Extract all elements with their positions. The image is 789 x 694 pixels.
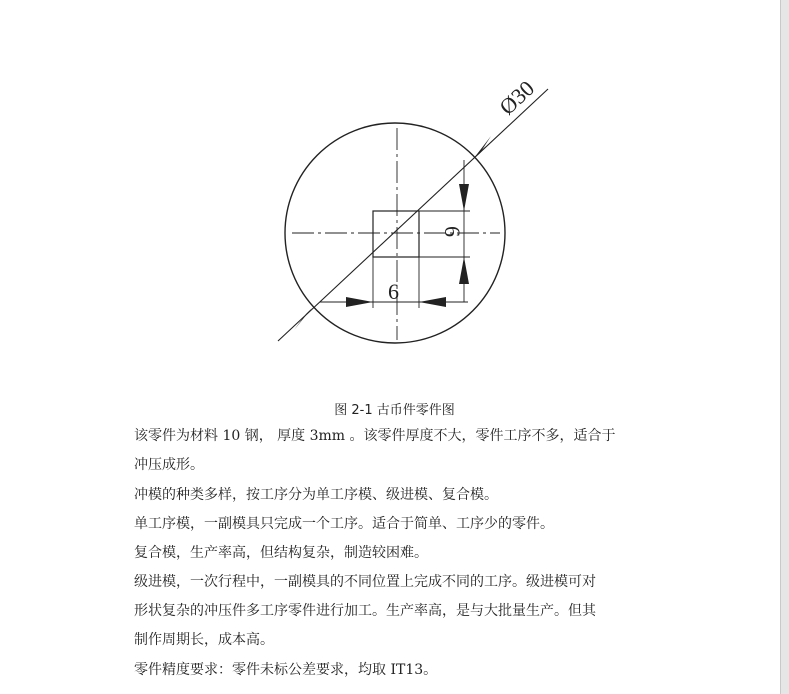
diameter-label: Ø30 [494, 75, 540, 120]
paragraph-line: 级进模，一次行程中，一副模具的不同位置上完成不同的工序。级进模可对 [134, 574, 596, 590]
paragraph-line: 冲压成形。 [134, 457, 204, 473]
figure-caption: 图 2-1 古币件零件图 [334, 403, 455, 418]
height-arrow-top [459, 184, 469, 211]
width-arrow-left [346, 297, 373, 307]
paragraph-line: 该零件为材料 10 钢， 厚度 3mm 。该零件厚度不大，零件工序不多，适合于 [134, 428, 616, 444]
width-arrow-right [419, 297, 446, 307]
width-label: 6 [388, 279, 399, 304]
paragraph-line: 单工序模，一副模具只完成一个工序。适合于简单、工序少的零件。 [134, 516, 554, 532]
part-drawing [270, 70, 560, 350]
paragraph-line: 制作周期长，成本高。 [134, 632, 274, 648]
paragraph-line: 复合模，生产率高，但结构复杂，制造较困难。 [134, 545, 428, 561]
diameter-arrow-upper [474, 136, 491, 158]
height-label: 6 [440, 226, 465, 237]
square-hole [373, 211, 419, 257]
page-edge-scrollbar[interactable] [780, 0, 789, 694]
diameter-arrow-lower [294, 308, 312, 330]
paragraph-line: 形状复杂的冲压件多工序零件进行加工。生产率高，是与大批量生产。但其 [134, 603, 596, 619]
height-arrow-bottom [459, 257, 469, 284]
paragraph-line: 冲模的种类多样，按工序分为单工序模、级进模、复合模。 [134, 487, 498, 503]
paragraph-line: 零件精度要求：零件未标公差要求，均取 IT13。 [134, 662, 438, 678]
diameter-leader [278, 89, 548, 341]
